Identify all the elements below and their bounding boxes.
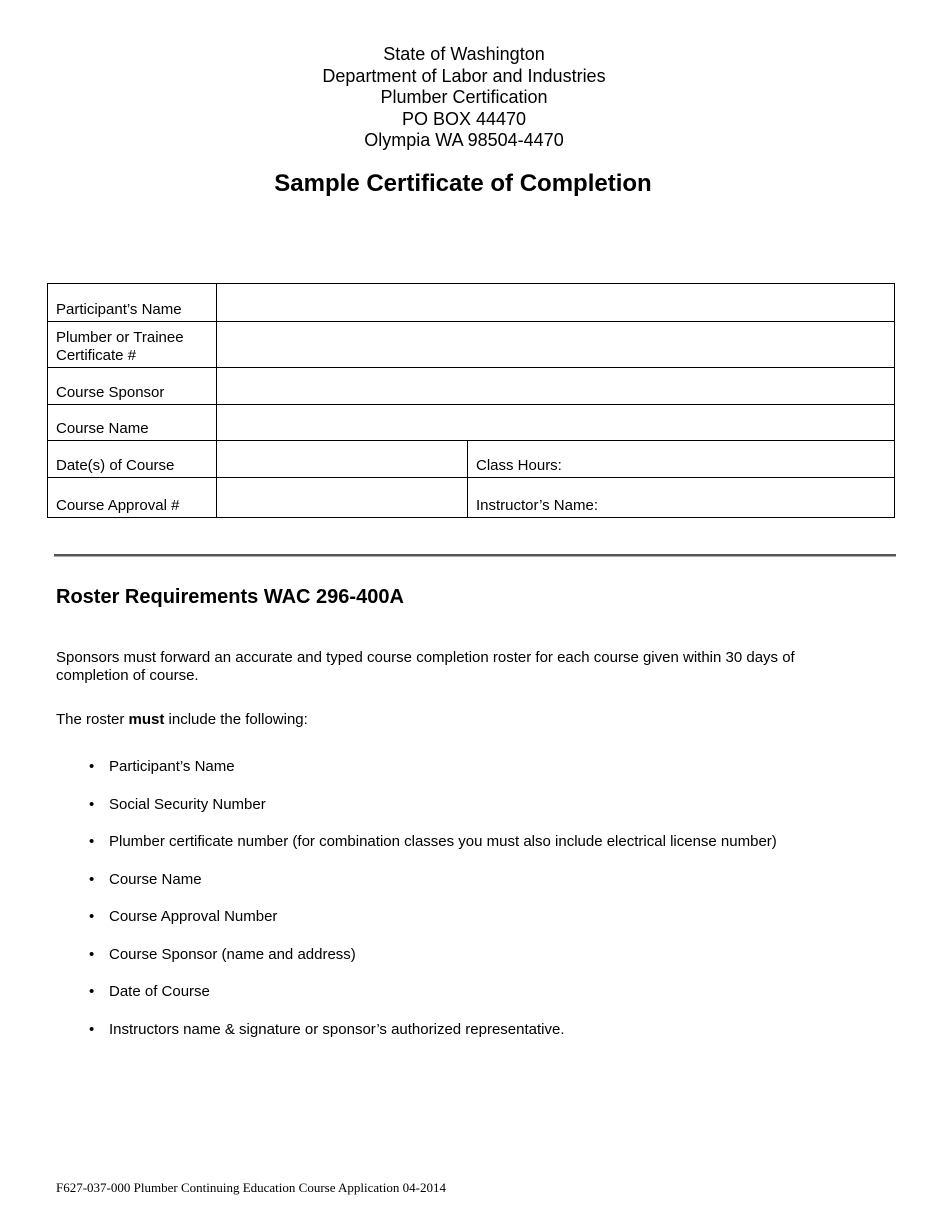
roster-must-statement: The roster must include the following: [56,711,308,728]
instructor-label: Instructor’s Name: [476,497,598,514]
certificate-form-table [47,283,895,518]
list-item: • Social Security Number [89,796,929,834]
list-item: • Participant’s Name [89,758,929,796]
dates-row [48,441,895,478]
header-city: Olympia WA 98504-4470 [364,130,564,150]
course-name-row [48,405,895,441]
participant-name-row [48,284,895,322]
roster-intro: Sponsors must forward an accurate and typed course completion roster for each course given within 30 days of completion of course. [56,649,795,684]
course-sponsor-label: Course Sponsor [48,368,217,405]
roster-requirements-list [89,758,929,1058]
approval-row [48,478,895,518]
roster-heading: Roster Requirements WAC 296-400A [56,586,404,608]
list-item: • Date of Course [89,983,929,1021]
approval-field[interactable] [217,478,468,518]
certificate-number-row [48,322,895,368]
list-item: • Course Approval Number [89,908,929,946]
agency-header [0,44,950,152]
class-hours-field[interactable] [468,441,895,478]
list-item: • Instructors name & signature or sponsor’s authorized representative. [89,1021,929,1059]
header-po-box: PO BOX 44470 [401,108,527,129]
dates-field[interactable] [217,441,468,478]
must-emphasis: must [128,711,165,728]
header-state: State of Washington [383,44,545,64]
list-item: • Course Sponsor (name and address) [89,946,929,984]
course-name-label: Course Name [48,405,217,441]
section-divider [54,554,896,557]
list-item: • Plumber certificate number (for combination classes you must also include electrical license number) [89,833,929,871]
form-footer: F627-037-000 Plumber Continuing Education Course Application 04-2014 [56,1180,446,1195]
participant-name-label: Participant’s Name [48,284,217,322]
header-department: Department of Labor and Industries [322,65,606,86]
course-sponsor-row [48,368,895,405]
participant-name-field[interactable] [217,284,895,322]
header-program: Plumber Certification [380,87,548,107]
document-title: Sample Certificate of Completion [274,170,652,197]
approval-label: Course Approval # [48,478,217,518]
certificate-number-field[interactable] [217,322,895,368]
course-sponsor-field[interactable] [217,368,895,405]
list-item: • Course Name [89,871,929,909]
instructor-field[interactable] [468,478,895,518]
class-hours-label: Class Hours: [476,457,562,474]
course-name-field[interactable] [217,405,895,441]
dates-label: Date(s) of Course [48,441,217,478]
certificate-number-label: Plumber or Trainee Certificate # [48,322,217,368]
